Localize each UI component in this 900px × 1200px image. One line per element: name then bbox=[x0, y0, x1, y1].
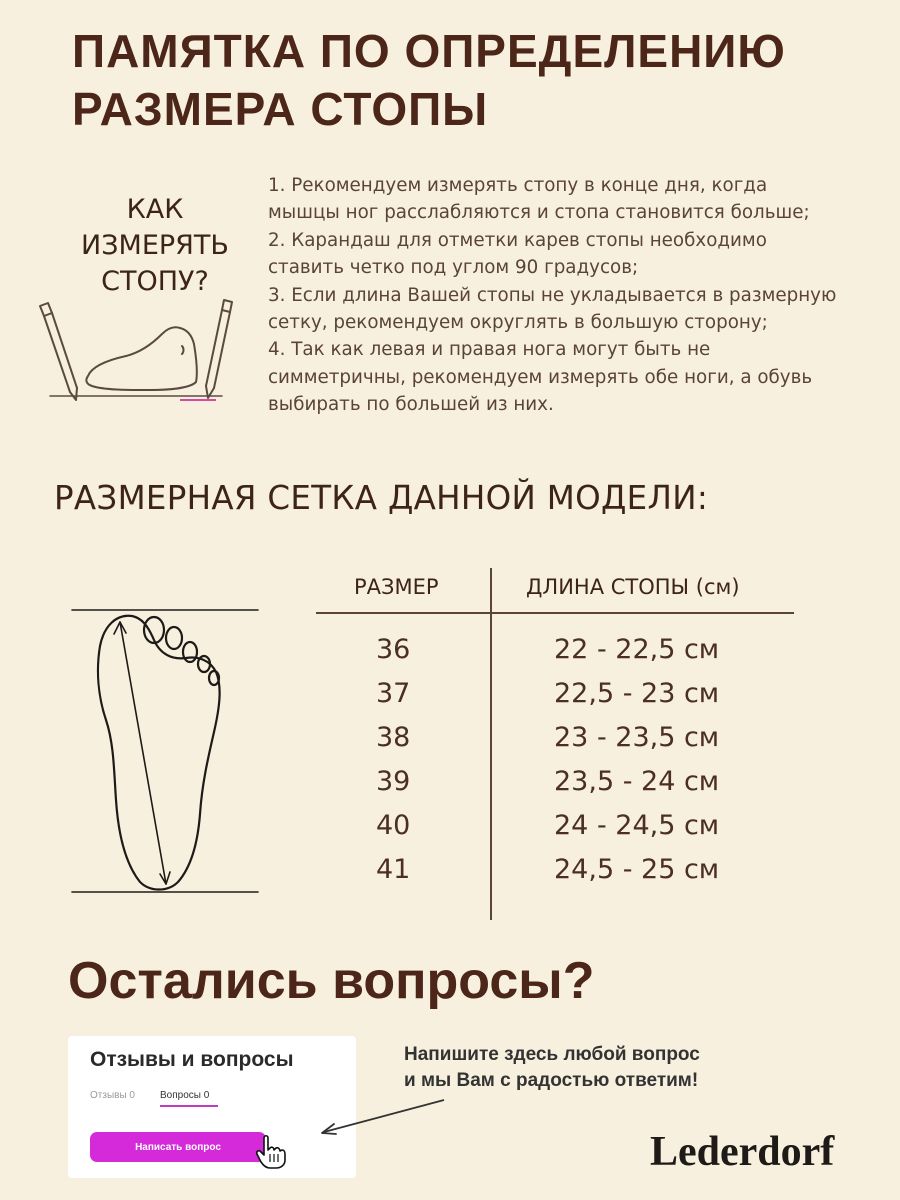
table-row bbox=[316, 760, 794, 804]
tip-line: 2. Карандаш для отметки карев стопы необходимо bbox=[268, 229, 767, 251]
size-cell: 41 bbox=[376, 854, 411, 885]
ask-question-hint bbox=[404, 1042, 804, 1094]
page-title-line-1: ПАМЯТКА ПО ОПРЕДЕЛЕНИЮ bbox=[72, 25, 786, 77]
foot-measuring-with-pencils-icon bbox=[30, 296, 242, 408]
active-tab-underline bbox=[160, 1105, 218, 1107]
table-row bbox=[316, 716, 794, 760]
how-heading-line-3: СТОПУ? bbox=[101, 266, 209, 297]
tip-line: 3. Если длина Вашей стопы не укладывается в размерную bbox=[268, 284, 837, 306]
size-cell: 39 bbox=[376, 766, 411, 797]
pointer-arrow-icon bbox=[316, 1096, 448, 1138]
measuring-tips bbox=[268, 172, 898, 419]
length-cell: 23,5 - 24 см bbox=[554, 766, 720, 797]
table-row bbox=[316, 804, 794, 848]
table-row bbox=[316, 628, 794, 672]
size-cell: 38 bbox=[376, 722, 411, 753]
length-cell: 24 - 24,5 см bbox=[554, 810, 720, 841]
how-to-measure-heading bbox=[40, 192, 270, 300]
tip-line: мышцы ног расслабляются и стопа становится больше; bbox=[268, 202, 810, 224]
table-header-divider bbox=[316, 612, 794, 614]
tip-line: симметричны, рекомендуем измерять обе ноги, а обувь bbox=[268, 366, 813, 388]
tab-questions[interactable]: Вопросы 0 bbox=[160, 1090, 210, 1101]
reviews-questions-widget bbox=[68, 1036, 356, 1178]
table-row bbox=[316, 848, 794, 892]
page-title bbox=[72, 22, 872, 138]
column-header-foot-length: ДЛИНА СТОПЫ (см) bbox=[526, 575, 740, 599]
tip-line: ставить четко под углом 90 градусов; bbox=[268, 257, 639, 279]
hint-line-1: Напишите здесь любой вопрос bbox=[404, 1044, 700, 1065]
page-title-line-2: РАЗМЕРА СТОПЫ bbox=[72, 83, 489, 135]
hint-line-2: и мы Вам с радостью ответим! bbox=[404, 1070, 699, 1091]
length-cell: 24,5 - 25 см bbox=[554, 854, 720, 885]
size-cell: 37 bbox=[376, 678, 411, 709]
pointing-hand-cursor-icon bbox=[254, 1134, 288, 1170]
tab-reviews[interactable]: Отзывы 0 bbox=[90, 1090, 135, 1101]
questions-heading: Остались вопросы? bbox=[68, 952, 595, 1010]
tip-line: сетку, рекомендуем округлять в большую сторону; bbox=[268, 312, 768, 334]
tip-line: 1. Рекомендуем измерять стопу в конце дня, когда bbox=[268, 175, 768, 196]
how-heading-line-1: КАК bbox=[126, 194, 184, 225]
length-cell: 23 - 23,5 см bbox=[554, 722, 720, 753]
widget-title: Отзывы и вопросы bbox=[90, 1048, 294, 1071]
tip-line: выбирать по большей из них. bbox=[268, 394, 554, 416]
size-grid-title: РАЗМЕРНАЯ СЕТКА ДАННОЙ МОДЕЛИ: bbox=[54, 479, 709, 517]
table-row bbox=[316, 672, 794, 716]
length-cell: 22,5 - 23 см bbox=[554, 678, 720, 709]
how-heading-line-2: ИЗМЕРЯТЬ bbox=[81, 230, 229, 261]
foot-sole-length-icon bbox=[68, 600, 262, 900]
brand-logo: Lederdorf bbox=[650, 1129, 835, 1175]
column-header-size: РАЗМЕР bbox=[354, 575, 439, 599]
write-question-button[interactable]: Написать вопрос bbox=[90, 1132, 266, 1162]
size-cell: 40 bbox=[376, 810, 411, 841]
size-cell: 36 bbox=[376, 634, 411, 665]
tip-line: 4. Так как левая и правая нога могут быть не bbox=[268, 339, 711, 361]
length-cell: 22 - 22,5 см bbox=[554, 634, 720, 665]
